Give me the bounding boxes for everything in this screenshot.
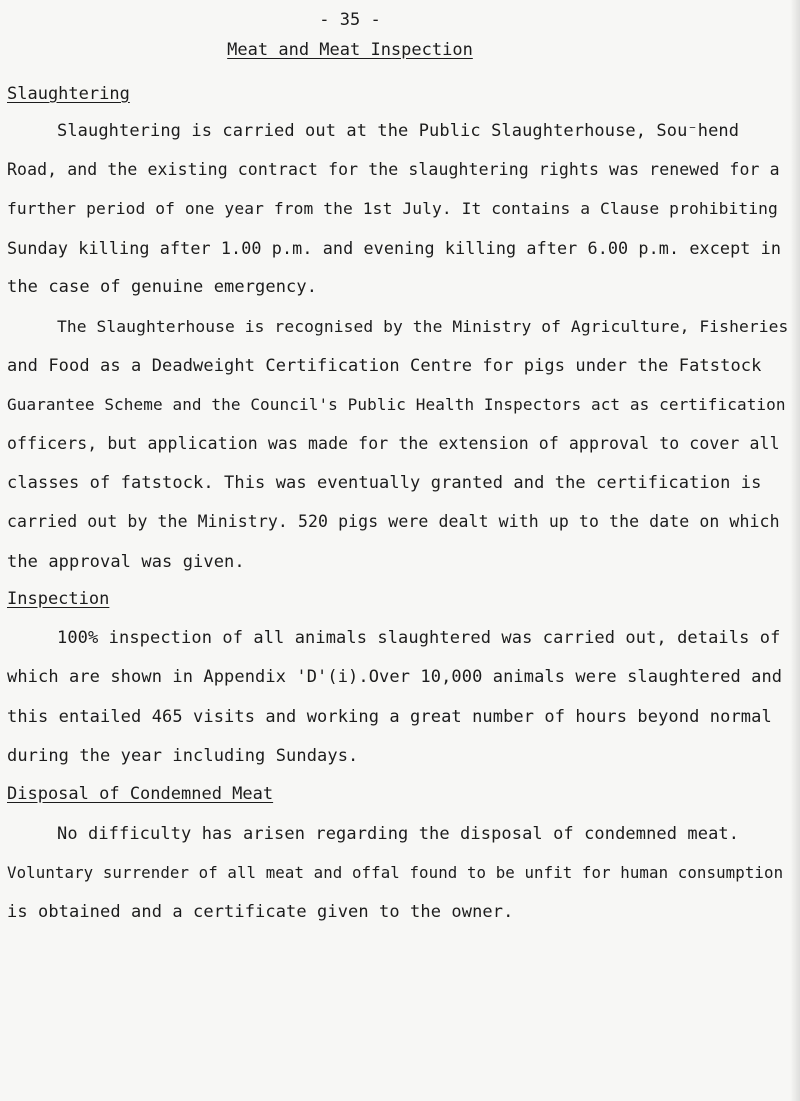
paragraph-line: which are shown in Appendix 'D'(i).Over 10,000 animals were slaughtered and bbox=[7, 667, 783, 687]
paragraph-line: carried out by the Ministry. 520 pigs were dealt with up to the date on which bbox=[7, 512, 780, 531]
page-title bbox=[0, 40, 700, 60]
paragraph-line: the approval was given. bbox=[7, 552, 245, 572]
paragraph-line: 100% inspection of all animals slaughtered was carried out, details of bbox=[57, 628, 781, 648]
paragraph-line: Guarantee Scheme and the Council's Public Health Inspectors act as certification bbox=[7, 395, 786, 414]
paragraph-line: Voluntary surrender of all meat and offal found to be unfit for human consumption bbox=[7, 863, 784, 882]
page-title-text: Meat and Meat Inspection bbox=[227, 40, 473, 60]
paragraph-line: No difficulty has arisen regarding the disposal of condemned meat. bbox=[57, 824, 740, 844]
paragraph-line: this entailed 465 visits and working a great number of hours beyond normal bbox=[7, 707, 772, 727]
paragraph-line: Road, and the existing contract for the slaughtering rights was renewed for a bbox=[7, 160, 780, 179]
paragraph-line: Slaughtering is carried out at the Public Slaughterhouse, Sou⁻hend bbox=[57, 121, 740, 141]
paragraph-line: The Slaughterhouse is recognised by the Ministry of Agriculture, Fisheries bbox=[57, 317, 789, 336]
section-heading-inspection: Inspection bbox=[7, 589, 110, 609]
page-number: - 35 - bbox=[319, 10, 381, 30]
paragraph-line: further period of one year from the 1st July. It contains a Clause prohibiting bbox=[7, 199, 778, 218]
paragraph-line: Sunday killing after 1.00 p.m. and evening killing after 6.00 p.m. except in bbox=[7, 238, 782, 258]
paragraph-line: during the year including Sundays. bbox=[7, 746, 359, 766]
paragraph-line: classes of fatstock. This was eventually granted and the certification is bbox=[7, 473, 762, 493]
page-edge-shadow bbox=[790, 0, 800, 1101]
paragraph-line: the case of genuine emergency. bbox=[7, 277, 318, 297]
paragraph-line: and Food as a Deadweight Certification Centre for pigs under the Fatstock bbox=[7, 356, 762, 376]
section-heading-slaughtering: Slaughtering bbox=[7, 84, 130, 104]
paragraph-line: officers, but application was made for the extension of approval to cover all bbox=[7, 434, 780, 453]
section-heading-disposal: Disposal of Condemned Meat bbox=[7, 784, 274, 804]
paragraph-line: is obtained and a certificate given to the owner. bbox=[7, 902, 514, 922]
